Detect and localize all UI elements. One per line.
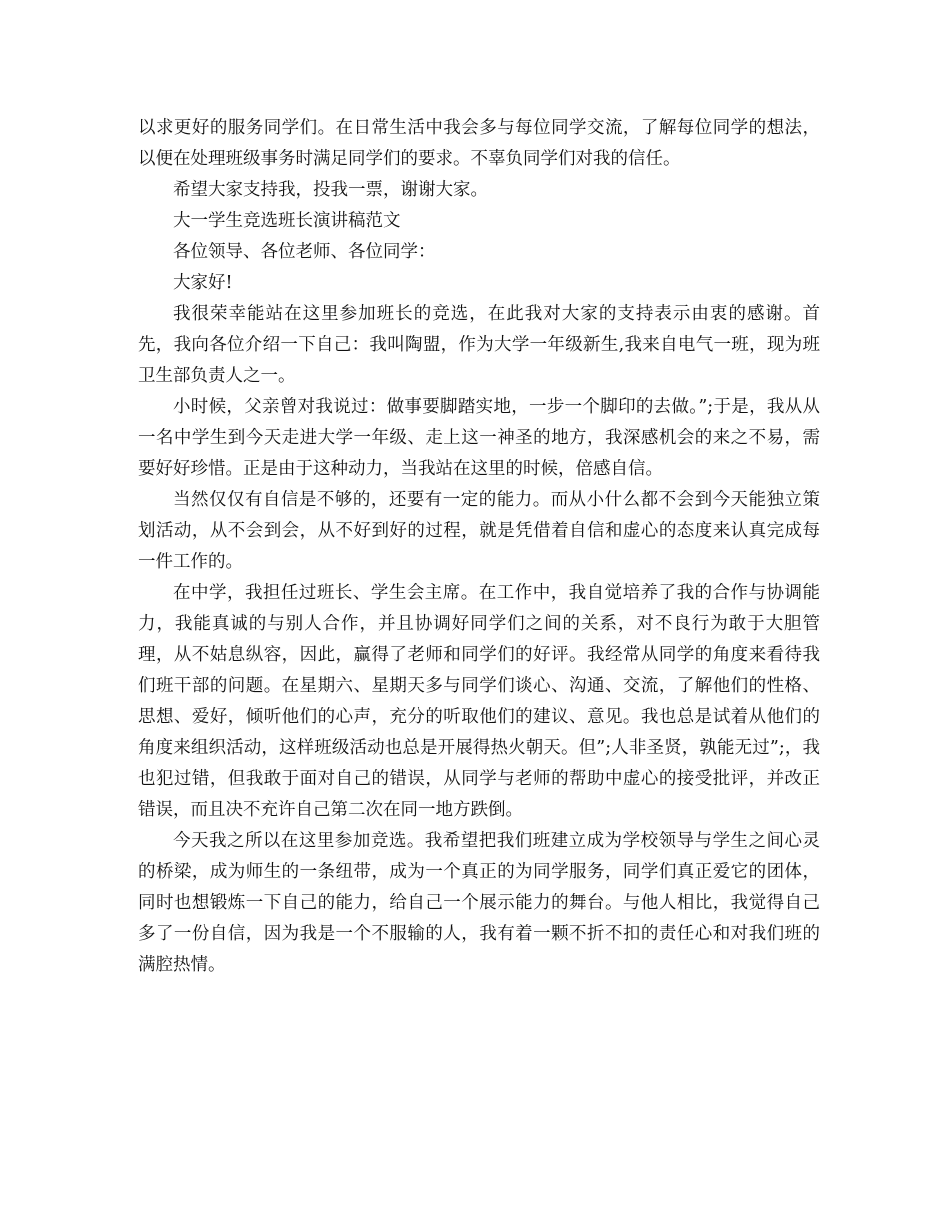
- section-title: 大一学生竞选班长演讲稿范文: [173, 211, 401, 231]
- salutation: 各位领导、各位老师、各位同学：: [173, 242, 436, 262]
- paragraph-continuation: 以求更好的服务同学们。在日常生活中我会多与每位同学交流，了解每位同学的想法，以便在处理班级事务时满足同学们的要求。不辜负同学们对我的信任。: [138, 118, 820, 169]
- paragraph-childhood: 小时候，父亲曾对我说过：做事要脚踏实地，一步一个脚印的去做。”;于是，我从从一名中学生到今天走进大学一年级、走上这一神圣的地方，我深感机会的来之不易，需要好好珍惜。正是由于这种动力，当我站在这里的时候，倍感自信。: [138, 397, 820, 479]
- greeting: 大家好!: [173, 273, 233, 293]
- paragraph-closing-appeal: 希望大家支持我，投我一票，谢谢大家。: [173, 180, 488, 200]
- paragraph-motivation: 今天我之所以在这里参加竞选。我希望把我们班建立成为学校领导与学生之间心灵的桥梁，成为师生的一条纽带，成为一个真正的为同学服务，同学们真正爱它的团体，同时也想锻炼一下自己的能力，给自己一个展示能力的舞台。与他人相比，我觉得自己多了一份自信，因为我是一个不服输的人，我有着一颗不折不扣的责任心和对我们班的满腔热情。: [138, 831, 820, 975]
- paragraph-experience: 在中学，我担任过班长、学生会主席。在工作中，我自觉培养了我的合作与协调能力，我能真诚的与别人合作，并且协调好同学们之间的关系，对不良行为敢于大胆管理，从不姑息纵容，因此，赢得了老师和同学们的好评。我经常从同学的角度来看待我们班干部的问题。在星期六、星期天多与同学们谈心、沟通、交流，了解他们的性格、思想、爱好，倾听他们的心声，充分的听取他们的建议、意见。我也总是试着从他们的角度来组织活动，这样班级活动也总是开展得热火朝天。但”;人非圣贤，孰能无过”;，我也犯过错，但我敢于面对自己的错误，从同学与老师的帮助中虚心的接受批评，并改正错误，而且决不充许自己第二次在同一地方跌倒。: [138, 583, 820, 820]
- paragraph-introduction: 我很荣幸能站在这里参加班长的竞选，在此我对大家的支持表示由衷的感谢。首先，我向各位介绍一下自己：我叫陶盟，作为大学一年级新生,我来自电气一班，现为班卫生部负责人之一。: [138, 304, 820, 386]
- paragraph-ability: 当然仅仅有自信是不够的，还要有一定的能力。而从小什么都不会到今天能独立策划活动，从不会到会，从不好到好的过程，就是凭借着自信和虚心的态度来认真完成每一件工作的。: [138, 490, 820, 572]
- document-page: [138, 113, 820, 981]
